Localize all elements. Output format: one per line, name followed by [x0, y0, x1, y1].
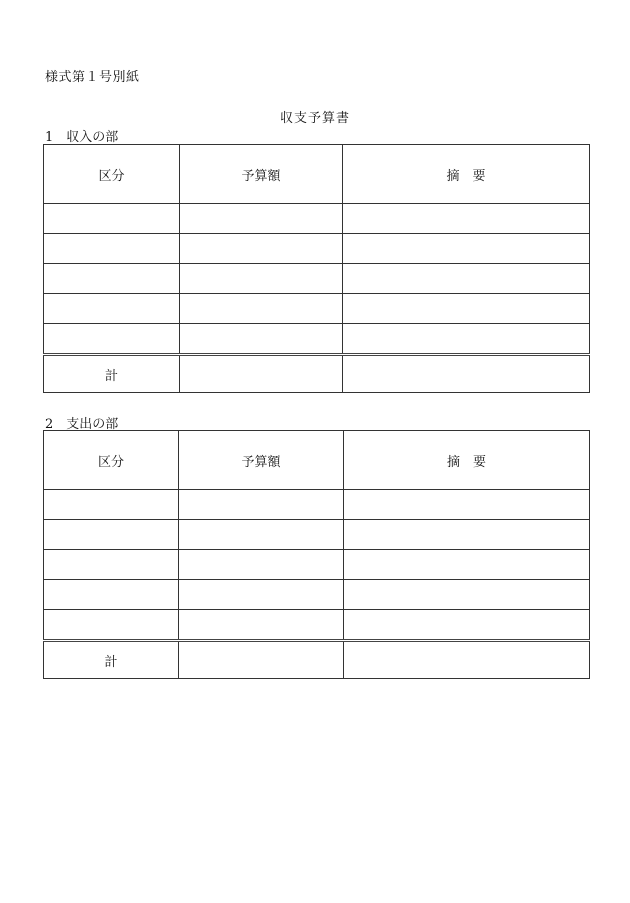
table-row [44, 204, 590, 234]
income-cell-category[interactable] [44, 324, 180, 355]
income-cell-amount[interactable] [180, 204, 343, 234]
expense-section-heading: 2 支出の部 [45, 417, 119, 432]
expense-cell-remarks[interactable] [344, 580, 590, 610]
table-row [44, 490, 590, 520]
income-cell-category[interactable] [44, 264, 180, 294]
table-row [44, 264, 590, 294]
income-header-category: 区分 [44, 145, 180, 204]
expense-cell-category[interactable] [44, 550, 179, 580]
income-cell-amount[interactable] [180, 234, 343, 264]
income-cell-category[interactable] [44, 234, 180, 264]
expense-cell-amount[interactable] [179, 490, 344, 520]
expense-cell-amount[interactable] [179, 550, 344, 580]
expense-cell-remarks[interactable] [344, 490, 590, 520]
expense-cell-category[interactable] [44, 490, 179, 520]
expense-cell-remarks[interactable] [344, 520, 590, 550]
income-total-label: 計 [44, 355, 180, 393]
expense-header-row [44, 431, 590, 490]
income-cell-remarks[interactable] [343, 234, 590, 264]
income-cell-amount[interactable] [180, 324, 343, 355]
table-row [44, 610, 590, 641]
income-cell-category[interactable] [44, 204, 180, 234]
table-row [44, 550, 590, 580]
income-cell-remarks[interactable] [343, 264, 590, 294]
income-cell-remarks[interactable] [343, 294, 590, 324]
income-table [43, 144, 590, 393]
income-cell-category[interactable] [44, 294, 180, 324]
income-total-amount[interactable] [180, 355, 343, 393]
form-number: 様式第１号別紙 [45, 70, 140, 85]
income-header-remarks: 摘 要 [343, 145, 590, 204]
expense-header-category: 区分 [44, 431, 179, 490]
income-total-remarks[interactable] [343, 355, 590, 393]
table-row [44, 234, 590, 264]
expense-header-amount: 予算額 [179, 431, 344, 490]
expense-cell-remarks[interactable] [344, 550, 590, 580]
expense-cell-amount[interactable] [179, 580, 344, 610]
expense-total-row [44, 641, 590, 679]
income-section-heading: 1 収入の部 [45, 130, 119, 145]
expense-cell-remarks[interactable] [344, 610, 590, 641]
expense-header-remarks: 摘 要 [344, 431, 590, 490]
table-row [44, 520, 590, 550]
income-cell-remarks[interactable] [343, 324, 590, 355]
expense-total-amount[interactable] [179, 641, 344, 679]
expense-cell-amount[interactable] [179, 520, 344, 550]
income-cell-amount[interactable] [180, 294, 343, 324]
table-row [44, 580, 590, 610]
expense-cell-category[interactable] [44, 520, 179, 550]
income-cell-amount[interactable] [180, 264, 343, 294]
expense-total-remarks[interactable] [344, 641, 590, 679]
income-header-amount: 予算額 [180, 145, 343, 204]
income-total-row [44, 355, 590, 393]
expense-total-label: 計 [44, 641, 179, 679]
table-row [44, 324, 590, 355]
expense-cell-category[interactable] [44, 610, 179, 641]
expense-table [43, 430, 590, 679]
expense-cell-amount[interactable] [179, 610, 344, 641]
income-cell-remarks[interactable] [343, 204, 590, 234]
document-title: 収支予算書 [279, 111, 350, 126]
expense-cell-category[interactable] [44, 580, 179, 610]
table-row [44, 294, 590, 324]
income-header-row [44, 145, 590, 204]
